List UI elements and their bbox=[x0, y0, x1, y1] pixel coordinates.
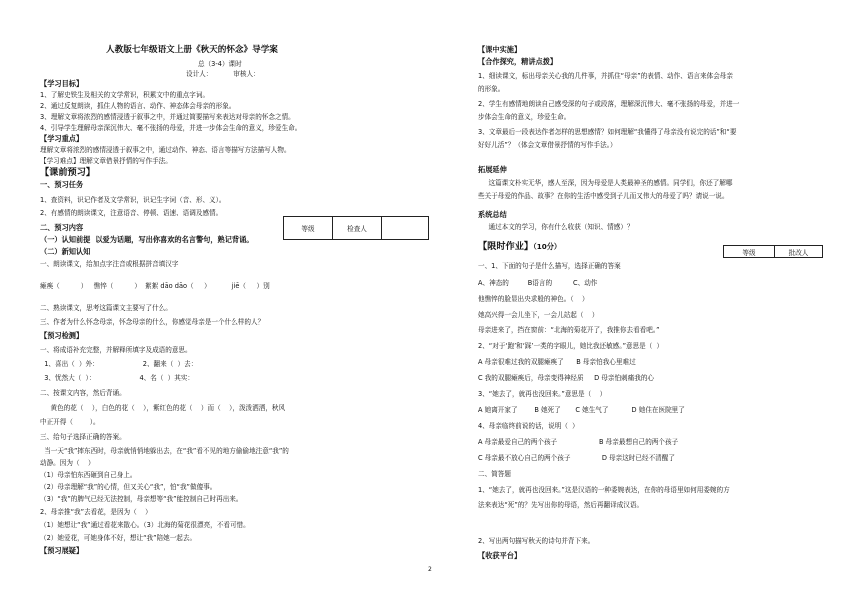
marker-label: 批改人 bbox=[775, 246, 823, 258]
task-heading: 一、预习任务 bbox=[40, 180, 84, 189]
check-line: 3、忧然大（ ）： 4、名（ ）其实： bbox=[40, 374, 194, 382]
document-title: 人教版七年级语文上册《秋天的怀念》导学案 bbox=[106, 45, 278, 55]
coop-heading: 【合作探究，精讲点拨】 bbox=[478, 57, 558, 66]
coop-line: 1、细读课文，标出母亲关心我的几件事，并抓住“母亲”的表情、动作、语言来体会母亲 bbox=[478, 72, 733, 80]
timed-score: （10分） bbox=[533, 242, 562, 251]
timed-line: 母亲进来了，挡在窗前：“北海的菊花开了，我推你去看看吧。” bbox=[478, 326, 660, 334]
timed-heading: 【限时作业】 bbox=[478, 241, 534, 252]
coop-line: 3、文章最后一段表达作者怎样的思想感情？如何理解“我懂得了母亲没有说完的话”和“要 bbox=[478, 128, 737, 136]
goals-heading: 【学习目标】 bbox=[40, 79, 84, 88]
coop-line: 好好儿活”？（体会文章借景抒情的写作手法。） bbox=[478, 141, 617, 149]
check-line: （2）母亲理解“我”的心情，但又关心“我”，怕“我”做傻事。 bbox=[40, 483, 217, 491]
content-heading: 二、预习内容 bbox=[40, 223, 84, 232]
summary-heading: 系统总结 bbox=[478, 210, 507, 219]
timed-line: C 母亲最不放心自己的两个孩子 D 母亲这时已经不清醒了 bbox=[478, 454, 675, 462]
key-heading: 【学习重点】 bbox=[40, 134, 84, 143]
goal-item: 2、通过反复朗读，抓住人物的语言、动作、神态体会母亲的形象。 bbox=[40, 102, 236, 110]
knowledge-line: 一、朗读课文，给加点字注音或根据拼音填汉字 bbox=[40, 260, 179, 268]
check-line: （2）她爱花，可她身体不好，想让“我”陪她一起去。 bbox=[40, 534, 197, 542]
coop-line: 2、学生有感情地朗读自己感受深的句子或段落，理解深沉伟大、毫不张扬的母爱，并进一 bbox=[478, 100, 740, 108]
preview-heading: 【课前预习】 bbox=[40, 167, 96, 178]
harvest-heading: 【收获平台】 bbox=[478, 551, 522, 560]
lesson-count: 总（3-4）课时 bbox=[198, 60, 242, 68]
grade-table-mark bbox=[723, 245, 823, 258]
coop-line: 的形象。 bbox=[478, 85, 505, 93]
goal-item: 1、了解史铁生及相关的文学常识，积累文中的重点字词。 bbox=[40, 91, 210, 99]
timed-line: 二、简答题 bbox=[478, 470, 511, 478]
task-item: 2、有感情的朗读课文，注意语音、停顿、语速、语调及感情。 bbox=[40, 209, 223, 217]
grade-label: 等级 bbox=[284, 217, 333, 240]
designer-line: 设计人： 审核人： bbox=[186, 70, 260, 78]
task-item: 1、查资料，识记作者及文学常识，识记生字词（音、形、义）。 bbox=[40, 196, 226, 204]
page-number: 2 bbox=[428, 566, 432, 573]
extend-heading: 拓展延伸 bbox=[478, 165, 507, 174]
check-line: 动静。因为（ ） bbox=[40, 459, 95, 467]
checker-label: 检查人 bbox=[333, 217, 382, 240]
timed-line: A 母亲最爱自己的两个孩子 B 母亲最想自己的两个孩子 bbox=[478, 438, 679, 446]
knowledge-line: 瘫痪（ ） 憔悴（ ） 絮絮 dāo dāo（ ） jiē（ ）别 bbox=[40, 282, 270, 290]
check-line: 1、喜出（ ）外： 2、翻来（ ）去： bbox=[40, 360, 198, 368]
check-line: （1）母亲怕东西砸到自己身上。 bbox=[40, 471, 137, 479]
extend-line: 些关于母爱的作品、故事？在你的生活中感受到子儿而又伟大的母爱了吗？请说一说。 bbox=[478, 192, 729, 200]
timed-line: A、神态的 B语言的 C、动作 bbox=[478, 279, 598, 287]
timed-line: 2、写出两句描写秋天的诗句并背下来。 bbox=[478, 537, 595, 545]
check-line: 当一天“我”摔东西时，母亲就悄悄地躲出去，在“我”看不见的地方偷偷地注意“我”的 bbox=[40, 447, 289, 455]
expand-heading: 【预习展疑】 bbox=[40, 546, 84, 555]
timed-line: 她高兴得一会儿坐下，一会儿站起（ ） bbox=[478, 311, 599, 319]
check-line: 一、将成语补充完整，并解释所填字及成语的意思。 bbox=[40, 346, 192, 354]
class-heading: 【课中实施】 bbox=[478, 45, 522, 54]
grade-label: 等级 bbox=[724, 246, 775, 258]
content-sub2: （二）新知认知 bbox=[40, 247, 91, 256]
timed-heading-row bbox=[478, 242, 561, 252]
timed-line: 他憔悴的脸显出央求般的神色。（ ） bbox=[478, 295, 589, 303]
timed-line: C 我的双腿瘫痪后，母亲变得神经质 D 母亲怕刺痛我的心 bbox=[478, 374, 655, 382]
knowledge-line: 二、熟读课文，思考这篇课文主要写了什么。 bbox=[40, 304, 172, 312]
goal-item: 3、理解文章将浓烈的感情浸透于叙事之中，并通过简要描写来表达对母亲的怀念之情。 bbox=[40, 113, 295, 121]
timed-line: A 她离开家了 B 她死了 C 她生气了 D 她住在医院里了 bbox=[478, 406, 685, 414]
check-line: （1）她想让“我”通过看花来散心。（3）北海的菊花很漂亮，不看可惜。 bbox=[40, 521, 250, 529]
content-sub1: （一）认知前提 以爱为话题，写出你喜欢的名言警句，熟记背诵。 bbox=[40, 235, 254, 244]
check-heading: 【预习检测】 bbox=[40, 331, 84, 340]
timed-line: 2、“对于‘跑’和‘踩’一类的字眼儿，她比我还敏感。”意思是（ ） bbox=[478, 342, 664, 350]
difficulty-text: 【学习难点】理解文章借景抒情的写作手法。 bbox=[40, 157, 172, 165]
check-line: 中正开得（ ）。 bbox=[40, 418, 100, 426]
goal-item: 4、引导学生理解母亲深沉伟大、毫不张扬的母爱，并进一步体会生命的意义，珍爱生命。 bbox=[40, 124, 302, 132]
timed-line: 法来表达“死”的？先写出你的母语，然后再翻译成汉语。 bbox=[478, 501, 644, 509]
check-line: 2、母亲推“我”去看花，是因为（ ） bbox=[40, 508, 152, 516]
empty-cell bbox=[382, 217, 429, 240]
timed-line: 一、1、下面的句子是什么描写，选择正确的答案 bbox=[478, 262, 621, 270]
check-line: 三、给句子选择正确的答案。 bbox=[40, 433, 126, 441]
timed-line: 3、“她去了，就再也没回来。”意思是（ ） bbox=[478, 390, 607, 398]
timed-line: 1、“她去了，就再也没回来。”这是汉语的一种委婉表达，在你的母语里如何用委婉的方 bbox=[478, 486, 730, 494]
key-text: 理解文章将浓烈的感情浸透于叙事之中，通过动作、神态、语言等描写方法描写人物。 bbox=[40, 146, 291, 154]
timed-line: A 母亲很难过我的双腿瘫痪了 B 母亲怕我心里难过 bbox=[478, 358, 636, 366]
coop-line: 步体会生命的意义，珍爱生命。 bbox=[478, 113, 571, 121]
summary-text: 通过本文的学习，你有什么收获（知识、情感）？ bbox=[478, 223, 634, 231]
extend-line: 这篇课文朴实无华，感人至深，因为母爱是人类最神圣的感情。同学们，你还了解哪 bbox=[478, 179, 733, 187]
timed-line: 4、母亲临终前说的话，说明（ ） bbox=[478, 422, 579, 430]
check-line: （3）“我”的脾气已经无法控制，母亲想等“我”能控制自己时再出来。 bbox=[40, 495, 243, 503]
knowledge-line: 三、作者为什么怀念母亲，怀念母亲的什么，你感觉母亲是一个什么样的人？ bbox=[40, 318, 265, 326]
check-line: 黄色的花（ ），白色的花（ ），紫红色的花（ ）而（ ），泼泼洒洒，秋风 bbox=[40, 404, 286, 412]
grade-table-check bbox=[283, 216, 429, 240]
check-line: 二、按课文内容，然后背诵。 bbox=[40, 389, 126, 397]
